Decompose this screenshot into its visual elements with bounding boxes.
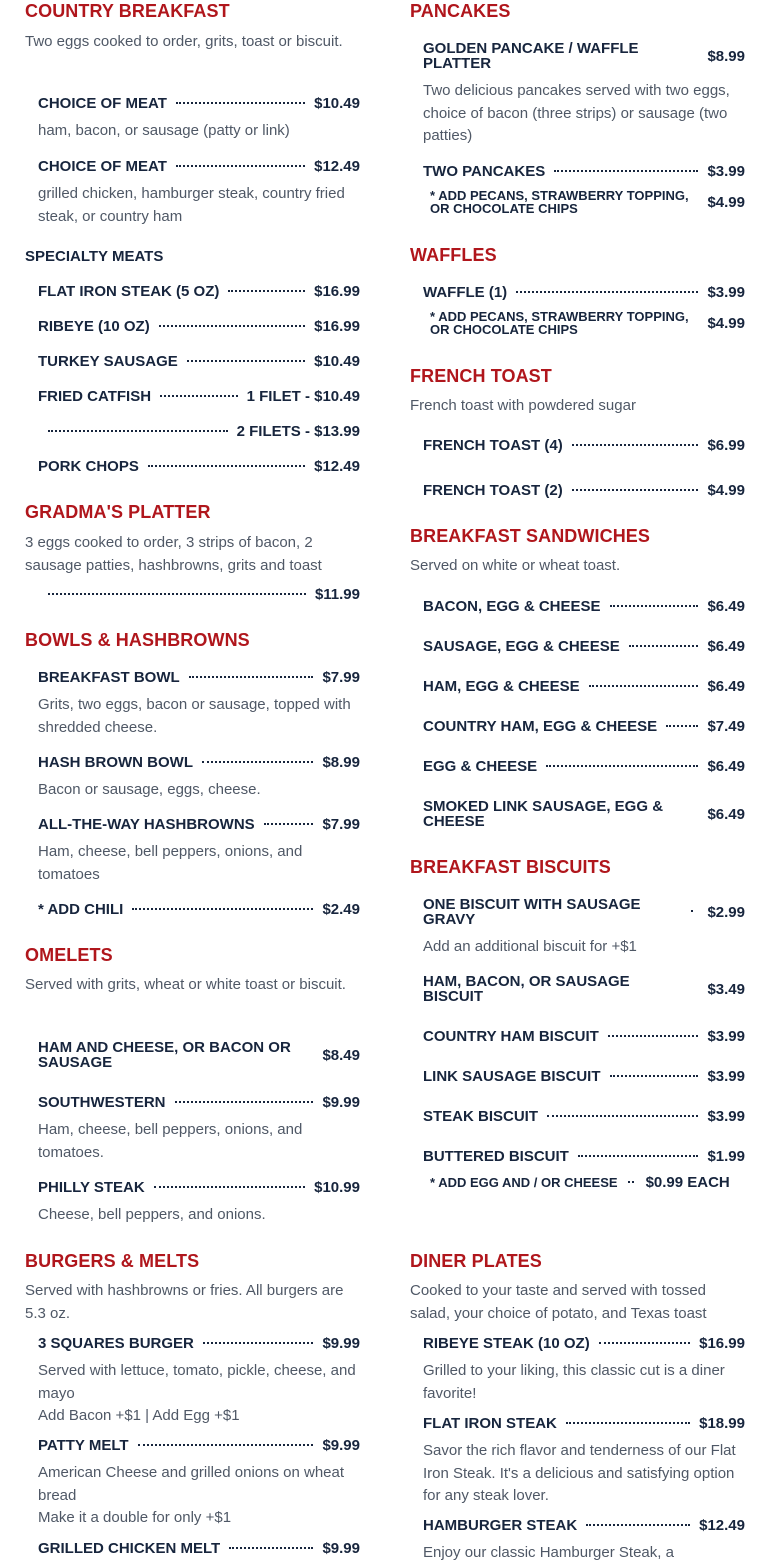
leader-dots <box>264 823 314 825</box>
menu-item-row <box>38 1179 360 1196</box>
item-name: FLAT IRON STEAK <box>423 1415 557 1432</box>
menu-item-row <box>38 816 360 833</box>
item-name: HASH BROWN BOWL <box>38 754 193 771</box>
leader-dots <box>159 325 305 327</box>
leader-dots <box>48 430 228 432</box>
item-name: * ADD PECANS, STRAWBERRY TOPPING, OR CHOCOLATE CHIPS <box>430 309 689 337</box>
leader-dots <box>546 765 698 767</box>
menu-item-row <box>48 423 360 440</box>
item-name: 3 SQUARES BURGER <box>38 1335 194 1352</box>
item-price: $9.99 <box>322 1094 360 1111</box>
item-name: TURKEY SAUSAGE <box>38 353 178 370</box>
leader-dots <box>589 685 699 687</box>
item-name: HAM, BACON, OR SAUSAGE BISCUIT <box>423 973 630 1005</box>
item-name: SOUTHWESTERN <box>38 1094 166 1111</box>
item-price: $6.49 <box>707 678 745 695</box>
item-desc: American Cheese and grilled onions on wheat bread <box>38 1464 345 1504</box>
section-desc-french-toast: French toast with powdered sugar <box>410 397 636 414</box>
item-price: $4.99 <box>707 482 745 499</box>
leader-dots <box>189 676 314 678</box>
item-name: HAM, EGG & CHEESE <box>423 678 580 695</box>
menu-item-row <box>38 283 360 300</box>
item-price: 2 FILETS - $13.99 <box>236 423 360 440</box>
item-name: SAUSAGE, EGG & CHEESE <box>423 638 620 655</box>
item-name: * ADD PECANS, STRAWBERRY TOPPING, OR CHOCOLATE CHIPS <box>430 188 689 216</box>
leader-dots <box>176 102 305 104</box>
menu-item-row <box>38 901 360 918</box>
leader-dots <box>176 165 305 167</box>
menu-item-row <box>38 158 360 175</box>
menu-item-row <box>38 318 360 335</box>
item-name: PATTY MELT <box>38 1437 129 1454</box>
item-name: WAFFLE (1) <box>423 284 508 301</box>
item-price: $10.99 <box>314 1179 360 1196</box>
leader-dots <box>629 645 699 647</box>
menu-item-row <box>38 353 360 370</box>
menu-item-row <box>423 284 745 301</box>
item-name: CHOICE OF MEAT <box>38 158 167 175</box>
item-price: $3.99 <box>707 163 745 180</box>
menu-item-row <box>38 1437 360 1454</box>
leader-dots <box>154 1186 305 1188</box>
item-price: 1 FILET - $10.49 <box>246 388 360 405</box>
section-desc-grandmas-platter: 3 eggs cooked to order, 3 strips of bacon, 2 sausage patties, hashbrowns, grits and toast <box>25 534 322 574</box>
item-price: $16.99 <box>314 318 360 335</box>
item-price: $1.99 <box>707 1148 745 1165</box>
item-price: $9.99 <box>322 1540 360 1557</box>
item-price: $6.49 <box>707 638 745 655</box>
menu-item-row <box>423 1517 745 1534</box>
item-desc: Grits, two eggs, bacon or sausage, topped with shredded cheese. <box>38 696 351 736</box>
menu-item-row <box>38 95 360 112</box>
menu-item-row <box>423 163 745 180</box>
item-name: BREAKFAST BOWL <box>38 669 180 686</box>
item-price: $9.99 <box>322 1437 360 1454</box>
menu-item-row <box>423 799 745 829</box>
menu-item-row <box>423 678 745 695</box>
item-extra: Add Bacon +$1 | Add Egg +$1 <box>38 1407 240 1424</box>
item-name: HAM AND CHEESE, OR BACON OR SAUSAGE <box>38 1039 291 1071</box>
menu-item-row <box>423 897 745 927</box>
item-price: $3.49 <box>707 980 745 998</box>
menu-item-row <box>38 458 360 475</box>
item-price: $2.99 <box>707 903 745 921</box>
leader-dots <box>610 1075 699 1077</box>
item-price: $3.99 <box>707 1068 745 1085</box>
item-desc: grilled chicken, hamburger steak, country fried steak, or country ham <box>38 185 345 225</box>
leader-dots <box>229 1547 313 1549</box>
menu-item-addon <box>430 310 745 336</box>
leader-dots <box>48 593 306 595</box>
item-name: STEAK BISCUIT <box>423 1108 539 1125</box>
section-title-omelets: OMELETS <box>25 945 113 965</box>
menu-item-row <box>423 638 745 655</box>
item-desc: Grilled to your liking, this classic cut is a diner favorite! <box>423 1362 725 1402</box>
section-desc-sandwiches: Served on white or wheat toast. <box>410 557 621 574</box>
menu-item-row <box>423 718 745 735</box>
section-title-waffles: WAFFLES <box>410 245 497 265</box>
item-name: GOLDEN PANCAKE / WAFFLE PLATTER <box>423 40 639 72</box>
item-desc: Savor the rich flavor and tenderness of our Flat Iron Steak. It's a delicious and satisfying option for any steak lover. <box>423 1442 736 1504</box>
item-price: $11.99 <box>314 586 360 603</box>
item-price: $16.99 <box>314 283 360 300</box>
item-desc: Add an additional biscuit for +$1 <box>423 938 637 955</box>
menu-item-row <box>48 586 360 603</box>
item-price: $16.99 <box>699 1335 745 1352</box>
item-price: $7.49 <box>707 718 745 735</box>
item-desc: Cheese, bell peppers, and onions. <box>38 1206 266 1223</box>
section-desc-country-breakfast: Two eggs cooked to order, grits, toast or biscuit. <box>25 33 343 50</box>
section-title-specialty-meats: SPECIALTY MEATS <box>25 248 164 265</box>
section-desc-diner-plates: Cooked to your taste and served with tossed salad, your choice of potato, and Texas toast <box>410 1282 707 1322</box>
menu-item-row <box>38 388 360 405</box>
item-name: FLAT IRON STEAK (5 OZ) <box>38 283 220 300</box>
item-desc: Ham, cheese, bell peppers, onions, and tomatoes <box>38 843 303 883</box>
menu-item-row <box>423 1148 745 1165</box>
leader-dots <box>666 725 698 727</box>
menu-item-row <box>423 598 745 615</box>
leader-dots <box>572 444 699 446</box>
item-name: ONE BISCUIT WITH SAUSAGE GRAVY <box>423 896 641 928</box>
item-name: * ADD EGG AND / OR CHEESE <box>430 1175 618 1190</box>
leader-dots <box>628 1181 634 1183</box>
item-price: $8.99 <box>707 47 745 65</box>
item-price: $8.49 <box>322 1046 360 1064</box>
menu-item-row <box>38 754 360 771</box>
leader-dots <box>228 290 305 292</box>
item-name: FRIED CATFISH <box>38 388 152 405</box>
item-name: CHOICE OF MEAT <box>38 95 167 112</box>
item-desc: Ham, cheese, bell peppers, onions, and tomatoes. <box>38 1121 303 1161</box>
leader-dots <box>554 170 698 172</box>
menu-item-row <box>423 41 745 71</box>
leader-dots <box>187 360 305 362</box>
leader-dots <box>203 1342 314 1344</box>
section-desc-omelets: Served with grits, wheat or white toast or biscuit. <box>25 976 346 993</box>
menu-item-row <box>423 1028 745 1045</box>
item-price: $0.99 EACH <box>645 1174 730 1191</box>
section-title-biscuits: BREAKFAST BISCUITS <box>410 857 611 877</box>
item-price: $12.49 <box>314 158 360 175</box>
item-name: TWO PANCAKES <box>423 163 546 180</box>
leader-dots <box>691 910 693 912</box>
section-title-diner-plates: DINER PLATES <box>410 1251 542 1271</box>
leader-dots <box>572 489 699 491</box>
leader-dots <box>586 1524 690 1526</box>
menu-item-addon <box>430 189 745 215</box>
item-name: LINK SAUSAGE BISCUIT <box>423 1068 601 1085</box>
item-price: $10.49 <box>314 95 360 112</box>
item-name: BACON, EGG & CHEESE <box>423 598 601 615</box>
leader-dots <box>516 291 698 293</box>
item-desc: Served with lettuce, tomato, pickle, cheese, and mayo <box>38 1362 356 1402</box>
item-name: FRENCH TOAST (2) <box>423 482 563 499</box>
item-price: $6.99 <box>707 437 745 454</box>
section-desc-burgers: Served with hashbrowns or fries. All burgers are 5.3 oz. <box>25 1282 344 1322</box>
section-title-sandwiches: BREAKFAST SANDWICHES <box>410 526 651 546</box>
item-name: * ADD CHILI <box>38 901 124 918</box>
section-title-country-breakfast: COUNTRY BREAKFAST <box>25 1 230 21</box>
leader-dots <box>608 1035 699 1037</box>
menu-item-row <box>423 974 745 1004</box>
item-name: PORK CHOPS <box>38 458 139 475</box>
item-price: $7.99 <box>322 816 360 833</box>
leader-dots <box>132 908 313 910</box>
item-price: $6.49 <box>707 805 745 823</box>
section-title-pancakes: PANCAKES <box>410 1 511 21</box>
item-name: ALL-THE-WAY HASHBROWNS <box>38 816 255 833</box>
leader-dots <box>547 1115 698 1117</box>
item-price: $7.99 <box>322 669 360 686</box>
item-price: $12.49 <box>314 458 360 475</box>
item-name: BUTTERED BISCUIT <box>423 1148 569 1165</box>
menu-item-row <box>423 1415 745 1432</box>
item-price: $6.49 <box>707 598 745 615</box>
leader-dots <box>138 1444 314 1446</box>
leader-dots <box>175 1101 314 1103</box>
item-price: $18.99 <box>699 1415 745 1432</box>
section-title-french-toast: FRENCH TOAST <box>410 366 552 386</box>
item-desc: Bacon or sausage, eggs, cheese. <box>38 781 261 798</box>
item-price: $6.49 <box>707 758 745 775</box>
item-price: $3.99 <box>707 1028 745 1045</box>
menu-item-row <box>423 1068 745 1085</box>
item-name: EGG & CHEESE <box>423 758 538 775</box>
item-price: $4.99 <box>707 314 745 332</box>
menu-item-row <box>38 1540 360 1557</box>
leader-dots <box>202 761 313 763</box>
item-price: $2.49 <box>322 901 360 918</box>
leader-dots <box>148 465 305 467</box>
item-name: RIBEYE (10 OZ) <box>38 318 150 335</box>
item-name: SMOKED LINK SAUSAGE, EGG & CHEESE <box>423 798 664 830</box>
leader-dots <box>566 1422 690 1424</box>
menu-item-row <box>38 1040 360 1070</box>
menu-item-row <box>423 482 745 499</box>
item-name: GRILLED CHICKEN MELT <box>38 1540 221 1557</box>
menu-item-row <box>38 1094 360 1111</box>
item-name: COUNTRY HAM BISCUIT <box>423 1028 599 1045</box>
section-title-grandmas-platter: GRADMA'S PLATTER <box>25 502 211 522</box>
item-extra: Make it a double for only +$1 <box>38 1509 232 1526</box>
item-price: $12.49 <box>699 1517 745 1534</box>
item-name: COUNTRY HAM, EGG & CHEESE <box>423 718 658 735</box>
item-desc: ham, bacon, or sausage (patty or link) <box>38 122 290 139</box>
menu-item-row <box>423 437 745 454</box>
item-price: $3.99 <box>707 284 745 301</box>
menu-item-row <box>38 1335 360 1352</box>
item-price: $8.99 <box>322 754 360 771</box>
leader-dots <box>610 605 699 607</box>
menu-item-addon <box>430 1174 745 1191</box>
section-title-bowls: BOWLS & HASHBROWNS <box>25 630 250 650</box>
menu-item-row <box>423 1335 745 1352</box>
item-name: RIBEYE STEAK (10 OZ) <box>423 1335 590 1352</box>
item-name: HAMBURGER STEAK <box>423 1517 578 1534</box>
item-price: $4.99 <box>707 193 745 211</box>
leader-dots <box>160 395 238 397</box>
section-title-burgers: BURGERS & MELTS <box>25 1251 200 1271</box>
item-name: PHILLY STEAK <box>38 1179 145 1196</box>
menu-item-row <box>423 1108 745 1125</box>
item-desc: Enjoy our classic Hamburger Steak, a <box>423 1544 674 1561</box>
item-name: FRENCH TOAST (4) <box>423 437 563 454</box>
menu-item-row <box>423 758 745 775</box>
item-price: $3.99 <box>707 1108 745 1125</box>
item-price: $9.99 <box>322 1335 360 1352</box>
leader-dots <box>578 1155 699 1157</box>
item-desc: Two delicious pancakes served with two eggs, choice of bacon (three strips) or sausage (two patties) <box>423 82 730 144</box>
item-price: $10.49 <box>314 353 360 370</box>
leader-dots <box>599 1342 690 1344</box>
menu-item-row <box>38 669 360 686</box>
